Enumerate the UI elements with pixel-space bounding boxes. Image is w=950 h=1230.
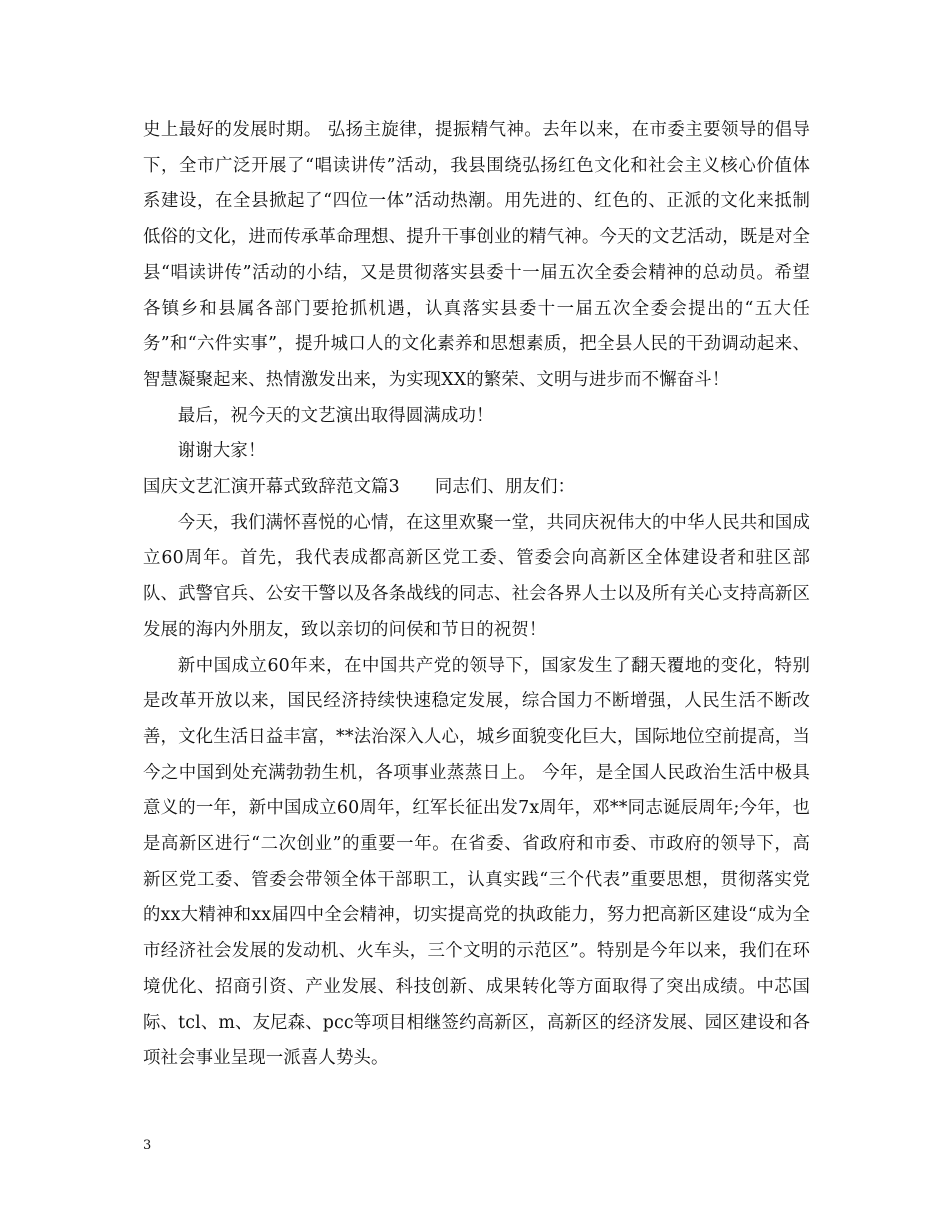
section-heading-line: 国庆文艺汇演开幕式致辞范文篇3 同志们、朋友们： bbox=[143, 477, 576, 498]
paragraph-celebration: 今天，我们满怀喜悦的心情，在这里欢聚一堂，共同庆祝伟大的中华人民共和国成立60周年。首先，我代表成都高新区党工委、管委会向高新区全体建设者和驻区部队、武警官兵、公安干警以及各条战线的同志、社会各界人士以及所有关心支持高新区发展的海内外朋友，致以亲切的问侯和节日的祝贺！ bbox=[143, 512, 810, 640]
paragraph-thanks: 谢谢大家！ bbox=[177, 441, 266, 462]
paragraph-continuation: 史上最好的发展时期。 弘扬主旋律，提振精气神。去年以来，在市委主要领导的倡导下，全市广泛开展了“唱读讲传”活动，我县围绕弘扬红色文化和社会主义核心价值体系建设，在全县掀起了“四位一体”活动热潮。用先进的、红色的、正派的文化来抵制低俗的文化，进而传承革命理想、提升干事创业的精气神。今天的文艺活动，既是对全县“唱读讲传”活动的小结，又是贯彻落实县委十一届五次全委会精神的总动员。希望各镇乡和县属各部门要抢抓机遇，认真落实县委十一届五次全委会提出的“五大任务”和“六件实事”，提升城口人的文化素养和思想素质，把全县人民的干劲调动起来、智慧凝聚起来、热情激发出来，为实现XX的繁荣、文明与进步而不懈奋斗！ bbox=[143, 120, 810, 390]
paragraph-achievements: 新中国成立60年来，在中国共产党的领导下，国家发生了翻天覆地的变化，特别是改革开放以来，国民经济持续快速稳定发展，综合国力不断增强，人民生活不断改善，文化生活日益丰富，**法治深入人心，城乡面貌变化巨大，国际地位空前提高，当今之中国到处充满勃勃生机，各项事业蒸蒸日上。 今年，是全国人民政治生活中极具意义的一年，新中国成立60周年，红军长征出发7x周年，邓**同志诞辰周年;今年，也是高新区进行“二次创业”的重要一年。在省委、省政府和市委、市政府的领导下，高新区党工委、管委会带领全体干部职工，认真实践“三个代表”重要思想，贯彻落实党的xx大精神和xx届四中全会精神，切实提高党的执政能力，努力把高新区建设“成为全市经济社会发展的发动机、火车头，三个文明的示范区”。特别是今年以来，我们在环境优化、招商引资、产业发展、科技创新、成果转化等方面取得了突出成绩。中芯国际、tcl、m、友尼森、pcc等项目相继签约高新区，高新区的经济发展、园区建设和各项社会事业呈现一派喜人势头。 bbox=[143, 655, 810, 1069]
document-body bbox=[143, 113, 810, 1077]
paragraph-closing-wish: 最后，祝今天的文艺演出取得圆满成功！ bbox=[177, 405, 494, 426]
page-number: 3 bbox=[143, 1138, 152, 1153]
